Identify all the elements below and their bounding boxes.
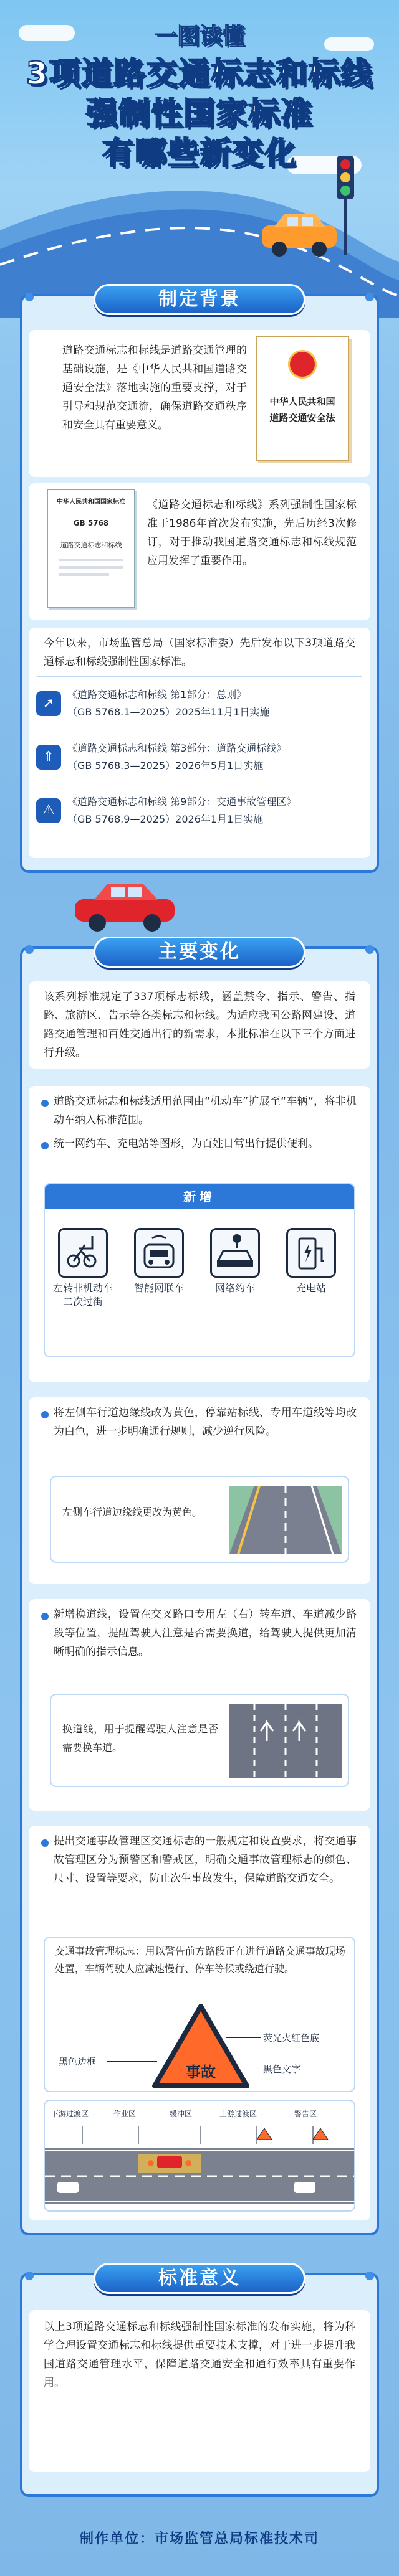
changes-intro: 该系列标准规定了337项标志标线，涵盖禁令、指示、警告、指路、旅游区、告示等各类标志和标线。为适应我国公路网建设、道路交通管理和百姓交通出行的新需求，本批标准在以下三个方面进行升级。 bbox=[44, 991, 355, 1059]
yellow-edge-line-demo bbox=[50, 1476, 349, 1563]
background-section-header bbox=[0, 279, 399, 316]
accident-sign-description: 交通事故管理标志：用以警告前方路段正在进行道路交通事故现场处置，车辆驾驶人应减速慢行、停车等候或绕道行驶。 bbox=[55, 1945, 345, 1974]
law-book-title-2: 道路交通安全法 bbox=[269, 412, 335, 423]
accident-zone-diagram bbox=[44, 2100, 355, 2212]
section-title: 主要变化 bbox=[158, 941, 241, 963]
standard-item-1-name: 《道路交通标志和标线 第1部分：总则》 bbox=[67, 689, 247, 701]
standards-intro: 今年以来，市场监管总局（国家标准委）先后发布以下3项道路交通标志和标线强制性国家标准。 bbox=[44, 637, 355, 668]
zone-label: 缓冲区 bbox=[170, 2110, 193, 2118]
bicycle-turn-icon bbox=[58, 1228, 108, 1278]
signpost-icon: ➚ bbox=[36, 691, 61, 716]
footer-credit: 制作单位：市场监管总局标准技术司 bbox=[79, 2531, 319, 2547]
change-point-1: 道路交通标志和标线适用范围由“机动车”扩展至“车辆”，将非机动车纳入标准范围。 bbox=[54, 1095, 357, 1126]
bullet-dot bbox=[41, 1613, 49, 1620]
new-symbol-item bbox=[49, 1228, 117, 1309]
change-point-3: 将左侧车行道边缘线改为黄色，停靠站标线、专用车道线等均改为白色，进一步明确通行规则，减少逆行风险。 bbox=[54, 1407, 357, 1438]
hero-title-line-1: 3项道路交通标志和标线 bbox=[26, 55, 373, 92]
bullet-dot bbox=[41, 1142, 49, 1149]
standard-item-2 bbox=[67, 740, 360, 775]
new-symbol-item bbox=[125, 1228, 193, 1295]
change-point-5: 提出交通事故管理区交通标志的一般规定和设置要求，将交通事故管理区分为预警区和警戒区，明确交通事故管理标志的颜色、尺寸、设置等要求，防止次生事故发生，保障道路交通安全。 bbox=[54, 1835, 357, 1885]
new-symbols-box bbox=[44, 1183, 355, 1357]
demo-caption-1: 左侧车行道边缘线更改为黄色。 bbox=[62, 1506, 203, 1518]
law-book-title-1: 中华人民共和国 bbox=[269, 396, 335, 407]
new-symbol-label: 充电站 bbox=[296, 1282, 326, 1294]
standard-item-2-name: 《道路交通标志和标线 第3部分：道路交通标线》 bbox=[67, 742, 287, 754]
hero-banner bbox=[0, 0, 399, 311]
hero-title-line-3: 有哪些新变化 bbox=[102, 135, 297, 171]
national-emblem-icon bbox=[288, 350, 317, 379]
zone-label: 作业区 bbox=[113, 2110, 137, 2118]
sign-label-background: 荧光火红色底 bbox=[263, 2032, 320, 2044]
standard-item-1 bbox=[67, 686, 360, 721]
change-point-2: 统一网约车、充电站等图形，为百姓日常出行提供便利。 bbox=[54, 1138, 319, 1150]
significance-section-header bbox=[0, 2258, 399, 2295]
new-symbol-label: 左转非机动车二次过街 bbox=[52, 1282, 113, 1308]
standard-document-illustration bbox=[47, 489, 135, 608]
accident-sign-box bbox=[44, 1937, 355, 2092]
new-symbol-item bbox=[277, 1228, 345, 1295]
zone-label: 下游过渡区 bbox=[51, 2110, 89, 2118]
lane-change-line-demo bbox=[50, 1694, 349, 1787]
sign-label-text: 黑色文字 bbox=[263, 2064, 301, 2075]
sign-label-border: 黑色边框 bbox=[59, 2056, 97, 2067]
section-title: 制定背景 bbox=[158, 288, 241, 310]
charging-station-icon bbox=[286, 1228, 336, 1278]
new-symbols-title: 新增 bbox=[45, 1184, 354, 1209]
ride-hailing-icon bbox=[210, 1228, 260, 1278]
changes-section-header bbox=[0, 932, 399, 969]
new-symbol-label: 网络约车 bbox=[214, 1282, 255, 1294]
new-symbol-item bbox=[201, 1228, 269, 1295]
standard-item-3 bbox=[67, 793, 360, 828]
background-paragraph-2: 《道路交通标志和标线》系列强制性国家标准于1986年首次发布实施，先后历经3次修订，对于推动我国道路交通标志和标线规范应用发挥了重要作用。 bbox=[147, 499, 357, 567]
zone-label: 警告区 bbox=[294, 2110, 317, 2118]
yellow-edge-line-illustration bbox=[229, 1486, 342, 1554]
accident-sign-text: 事故 bbox=[186, 2064, 216, 2081]
smart-car-icon bbox=[134, 1228, 184, 1278]
std-doc-code: GB 5768 bbox=[73, 519, 109, 527]
demo-caption-2: 换道线，用于提醒驾驶人注意是否需要换车道。 bbox=[62, 1723, 218, 1753]
background-paragraph-1: 道路交通标志和标线是道路交通管理的基础设施，是《中华人民共和国道路交通安全法》落地实施的重要支撑，对于引导和规范交通流，确保道路交通秩序和安全具有重要意义。 bbox=[62, 344, 247, 432]
law-book-illustration bbox=[256, 336, 349, 461]
road-marking-icon: ⇑ bbox=[36, 745, 61, 770]
bullet-dot bbox=[41, 1839, 49, 1847]
new-symbol-label: 智能网联车 bbox=[133, 1282, 184, 1294]
red-car-illustration bbox=[69, 878, 181, 934]
hero-title-line-2: 强制性国家标准 bbox=[86, 95, 313, 131]
standard-item-1-detail: （GB 5768.1—2025）2025年11月1日实施 bbox=[67, 706, 270, 718]
standard-item-3-detail: （GB 5768.9—2025）2026年1月1日实施 bbox=[67, 813, 264, 825]
standard-item-3-name: 《道路交通标志和标线 第9部分：交通事故管理区》 bbox=[67, 796, 297, 808]
hero-lead: 一图读懂 bbox=[154, 24, 244, 49]
std-doc-header: 中华人民共和国国家标准 bbox=[57, 499, 125, 506]
std-doc-title: 道路交通标志和标线 bbox=[60, 541, 122, 549]
section-title: 标准意义 bbox=[158, 2267, 241, 2289]
accident-car-icon: ⚠ bbox=[36, 798, 61, 823]
significance-paragraph: 以上3项道路交通标志和标线强制性国家标准的发布实施，将为科学合理设置交通标志和标线提供重要技术支撑，对于进一步提升我国道路交通管理水平，保障道路交通安全和通行效率具有重要作用。 bbox=[44, 2321, 355, 2389]
zone-label: 上游过渡区 bbox=[219, 2110, 257, 2118]
change-point-4: 新增换道线，设置在交叉路口专用左（右）转车道、车道减少路段等位置，提醒驾驶人注意是否需要换道，给驾驶人提供更加清晰明确的指示信息。 bbox=[54, 1608, 357, 1658]
lane-change-line-illustration bbox=[229, 1704, 342, 1778]
standard-item-2-detail: （GB 5768.3—2025）2026年5月1日实施 bbox=[67, 760, 264, 771]
bullet-dot bbox=[41, 1100, 49, 1107]
bullet-dot bbox=[41, 1411, 49, 1418]
